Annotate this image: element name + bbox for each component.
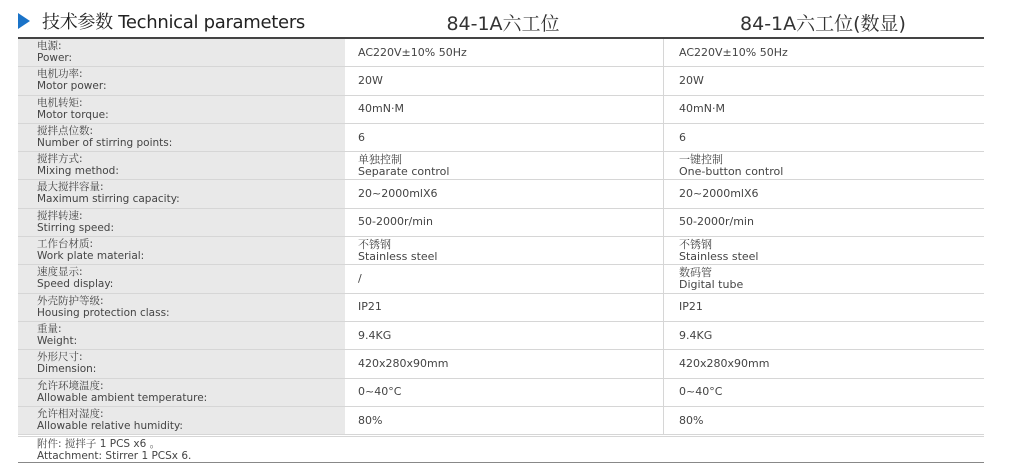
value-text: IP21: [679, 300, 703, 314]
value-text: 80%: [358, 413, 383, 427]
value-text: 6: [358, 130, 365, 144]
value-text: 9.4KG: [679, 328, 713, 342]
value-text: 40mN·M: [358, 102, 404, 116]
value-cell-model-2: [663, 294, 984, 321]
value-cell-model-1: [347, 379, 661, 406]
table-row: [18, 209, 984, 237]
value-text: Separate control: [358, 164, 450, 178]
value-text: 6: [679, 130, 686, 144]
label-cn: 速度显示:: [37, 266, 83, 279]
label-en: Number of stirring points:: [37, 136, 173, 149]
label-en: Motor power:: [37, 80, 107, 93]
value-cell-model-1: [347, 180, 661, 207]
label-en: Motor torque:: [37, 108, 109, 121]
table-header: [0, 0, 1020, 40]
label-cn: 重量:: [37, 322, 62, 335]
table-row: [18, 67, 984, 95]
table-row: [18, 96, 984, 124]
value-text: 20W: [679, 73, 704, 87]
label-en: Allowable relative humidity:: [37, 419, 183, 432]
attachment-note: [18, 436, 984, 463]
row-label: [18, 379, 345, 406]
label-cn: 搅拌方式:: [37, 153, 83, 166]
label-cn: 允许环境温度:: [37, 379, 104, 392]
row-label: [18, 96, 345, 123]
label-en: Stirring speed:: [37, 221, 114, 234]
label-cn: 最大搅拌容量:: [37, 181, 104, 194]
label-en: Weight:: [37, 334, 78, 347]
value-cell-model-1: [347, 322, 661, 349]
attachment-en: Attachment: Stirrer 1 PCSx 6.: [37, 450, 192, 462]
label-cn: 搅拌转速:: [37, 209, 83, 222]
column-header-model-1: 84-1A六工位: [446, 13, 560, 35]
value-text: 数码管: [679, 266, 712, 280]
label-en: Maximum stirring capacity:: [37, 193, 180, 206]
value-cell-model-1: [347, 265, 661, 292]
table-row: [18, 294, 984, 322]
value-cell-model-2: [663, 379, 984, 406]
label-en: Mixing method:: [37, 165, 119, 178]
value-text: 50-2000r/min: [679, 215, 754, 229]
label-cn: 电源:: [37, 40, 62, 52]
row-label: [18, 265, 345, 292]
value-cell-model-2: [663, 124, 984, 151]
play-arrow-icon: [18, 13, 30, 29]
value-text: IP21: [358, 300, 382, 314]
value-text: AC220V±10% 50Hz: [358, 45, 467, 59]
value-text: 单独控制: [358, 152, 402, 166]
table-row: [18, 39, 984, 67]
value-cell-model-2: [663, 67, 984, 94]
value-text: One-button control: [679, 164, 784, 178]
value-cell-model-2: [663, 322, 984, 349]
row-label: [18, 294, 345, 321]
value-text: 0~40°C: [358, 385, 402, 399]
value-cell-model-1: [347, 294, 661, 321]
label-cn: 外形尺寸:: [37, 351, 83, 364]
label-cn: 允许相对湿度:: [37, 407, 104, 420]
value-text: AC220V±10% 50Hz: [679, 45, 788, 59]
value-text: Digital tube: [679, 278, 744, 292]
table-row: [18, 379, 984, 407]
label-cn: 搅拌点位数:: [37, 124, 94, 137]
value-text: 0~40°C: [679, 385, 723, 399]
label-cn: 外壳防护等级:: [37, 294, 104, 307]
table-row: [18, 237, 984, 265]
value-text: 不锈钢: [358, 237, 391, 251]
label-en: Allowable ambient temperature:: [37, 391, 208, 404]
value-cell-model-1: [347, 96, 661, 123]
value-text: 20~2000mlX6: [679, 187, 759, 201]
value-text: 不锈钢: [679, 237, 712, 251]
row-label: [18, 209, 345, 236]
label-en: Power:: [37, 52, 73, 64]
value-cell-model-2: [663, 39, 984, 66]
value-cell-model-2: [663, 209, 984, 236]
value-cell-model-2: [663, 180, 984, 207]
attachment-cn: 附件: 搅拌子 1 PCS x6 。: [37, 438, 161, 450]
value-cell-model-1: [347, 124, 661, 151]
value-cell-model-1: [347, 237, 661, 264]
value-text: /: [358, 272, 362, 286]
value-text: 50-2000r/min: [358, 215, 433, 229]
value-text: 420x280x90mm: [679, 356, 770, 370]
value-text: 一键控制: [679, 152, 723, 166]
value-cell-model-1: [347, 39, 661, 66]
table-row: [18, 265, 984, 293]
table-row: [18, 180, 984, 208]
spec-table: [18, 39, 984, 435]
row-label: [18, 152, 345, 179]
row-label: [18, 39, 345, 66]
value-cell-model-2: [663, 237, 984, 264]
label-cn: 工作台材质:: [37, 238, 94, 251]
value-cell-model-1: [347, 67, 661, 94]
row-label: [18, 322, 345, 349]
row-label: [18, 350, 345, 377]
value-text: 20W: [358, 73, 383, 87]
value-text: Stainless steel: [679, 249, 759, 263]
row-label: [18, 407, 345, 434]
row-label: [18, 67, 345, 94]
section-title: 技术参数 Technical parameters: [42, 12, 306, 33]
label-en: Housing protection class:: [37, 306, 170, 319]
row-label: [18, 180, 345, 207]
table-row: [18, 152, 984, 180]
value-text: 420x280x90mm: [358, 356, 449, 370]
value-text: Stainless steel: [358, 249, 438, 263]
value-cell-model-2: [663, 407, 984, 434]
value-cell-model-2: [663, 265, 984, 292]
value-cell-model-1: [347, 209, 661, 236]
table-row: [18, 322, 984, 350]
label-cn: 电机转矩:: [37, 96, 83, 109]
row-label: [18, 237, 345, 264]
value-cell-model-1: [347, 152, 661, 179]
table-row: [18, 407, 984, 435]
value-text: 40mN·M: [679, 102, 725, 116]
table-row: [18, 124, 984, 152]
value-text: 9.4KG: [358, 328, 392, 342]
label-cn: 电机功率:: [37, 68, 83, 81]
value-cell-model-2: [663, 350, 984, 377]
label-en: Speed display:: [37, 278, 114, 291]
value-cell-model-1: [347, 350, 661, 377]
column-header-model-2: 84-1A六工位(数显): [740, 13, 906, 35]
row-label: [18, 124, 345, 151]
value-cell-model-1: [347, 407, 661, 434]
table-row: [18, 350, 984, 378]
label-en: Dimension:: [37, 363, 97, 376]
value-cell-model-2: [663, 96, 984, 123]
value-cell-model-2: [663, 152, 984, 179]
label-en: Work plate material:: [37, 250, 145, 263]
value-text: 80%: [679, 413, 704, 427]
value-text: 20~2000mlX6: [358, 187, 438, 201]
